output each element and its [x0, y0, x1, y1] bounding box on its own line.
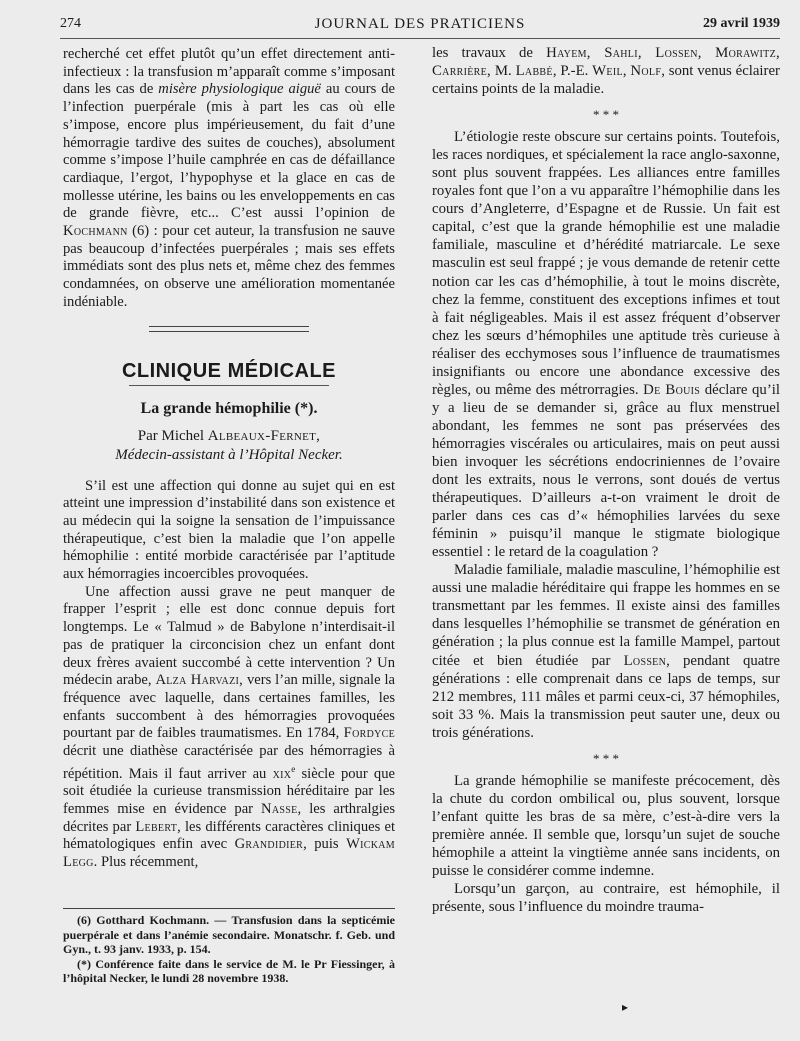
footnote-6: (6) Gotthard Kochmann. — Transfusion dans la septicémie puerpérale et dans l’anémie secondaire. Monatschr. f. Geb. und Gyn., t. 93 janv. 1933, p. 154. — [63, 913, 395, 956]
section-title-rule — [129, 385, 329, 386]
journal-title: JOURNAL DES PRATICIENS — [314, 16, 526, 32]
left-column — [63, 46, 395, 872]
article-author: Par Michel Albeaux-Fernet, — [137, 427, 321, 444]
body-paragraph: S’il est une affection qui donne au sujet qui en est atteint une impression d’instabilité dans son existence et au médecin qui la soigne la sensation de l’impuissance thérapeutique, c’est bien la maladie que l’on appelle hémophilie : entité morbide caractérisée par l’aptitude aux hémorragies incoercibles provoquées. — [63, 477, 395, 583]
body-paragraph: L’étiologie reste obscure sur certains points. Toutefois, les races nordiques, et spécialement la race anglo-saxonne, sont plus souvent frappées. Les alliances entre familles royales font que l’on a vu apparaître l’hémophilie dans les cours d’Angleterre, d’Espagne et de Russie. Un fait est capital, c’est que la grande hémophilie est une maladie familiale, masculine et d’hérédité matriarcale. Le sexe masculin est seul frappé ; je vous demande de retenir cette notion car les cas d’hémophilie, à tout le moins discrète, chez la femme, constituent des exceptions infimes et tout à fait négligeables. Mais il est assez fréquent d’observer chez les sœurs d’hémophiles une aptitude très curieuse à réaliser des ecchymoses sous l’influence de traumatismes insignifiants ou encore une abondance excessive des règles, ou même des métrorragies. De Bouis déclare qu’il y a lieu de se demander si, grâce au flux menstruel abondant, les femmes ne sont pas préservées des hémorragies viscérales ou articulaires, mais on peut aussi bien invoquer les sécrétions endocriniennes de l’ovaire dont les extraits, nous le verrons, sont doués de vertus thérapeutiques. D’ailleurs a-t-on vraiment le droit de parler dans ces cas d’« hémophilies larvées du sexe féminin » puisqu’il manque le stigmate biologique essentiel : le retard de la coagulation ? — [432, 129, 780, 561]
right-column — [432, 44, 780, 916]
issue-date: 29 avril 1939 — [703, 16, 780, 31]
footnote-star: (*) Conférence faite dans le service de M. le Pr Fiessinger, à l’hôpital Necker, le lundi 28 novembre 1938. — [63, 956, 395, 985]
body-paragraph: Lorsqu’un garçon, au contraire, est hémophile, il présente, sous l’influence du moindre trauma- — [432, 881, 780, 916]
intro-paragraph-right: les travaux de Hayem, Sahli, Lossen, Morawitz, Carrière, M. Labbé, P.-E. Weil, Nolf, sont venus éclairer certains points de la maladie. — [432, 45, 780, 98]
body-paragraph: Une affection aussi grave ne peut manquer de frapper l’esprit ; elle est donc connue depuis fort longtemps. Le « Talmud » de Babylone n’interdisait-il pas de pratiquer la circoncision chez un enfant dont deux frères avaient succombé à cette intervention ? Un médecin arabe, Alza Harvazi, vers l’an mille, signale la fréquence avec laquelle, dans certaines familles, les enfants succombent à des hémorragies provoquées pourtant par de faibles traumatismes. En 1784, Fordyce décrit une diathèse caractérisée par des hémorragies à répétition. Mais il faut arriver au xix$^e$ siècle pour que soit étudiée la curieuse transmission héréditaire par les femmes mise en évidence par Nasse, les arthralgies décrites par Lebert, les différents caractères cliniques et hématologiques enfin avec Grandidier, puis Wickam Legg. Plus récemment, — [63, 583, 396, 871]
footnotes — [63, 913, 395, 986]
section-separator — [149, 326, 309, 332]
article-title: La grande hémophilie (*). — [140, 399, 318, 417]
intro-paragraph: recherché cet effet plutôt qu’un effet directement anti-infectieux : la transfusion m’apparaît comme s’imposant dans les cas de misère physiologique aiguë au cours de l’infection puerpérale (mis à part les cas où elle s’impose, encore plus impérieusement, du fait d’une hémorragie tardive des suites de couches), absolument comme s’impose l’huile camphrée en cas de défaillance cardiaque, l’ergot, l’hypophyse et la glace en cas de mollesse utérine, les bains ou les enveloppements en cas de grande fièvre, etc... C’est aussi l’opinion de Kochmann (6) : pour cet auteur, la transfusion ne sauve pas beaucoup d’infectées puerpérales ; mais ses effets immédiats sont des plus nets et, même chez des femmes condamnées, on observe une amélioration momentanée indéniable. — [63, 46, 395, 310]
stray-mark: ▸ — [622, 1000, 629, 1014]
body-paragraph: Maladie familiale, maladie masculine, l’hémophilie est aussi une maladie héréditaire qui frappe les hommes en se transmettant par les femmes. Il existe ainsi des familles dans lesquelles l’hémophilie se transmet de génération en génération ; la plus connue est la famille Mampel, partout citée et bien étudiée par Lossen, pendant quatre générations : elle comprenait dans ce laps de temps, sur 212 membres, 111 mâles et parmi ceux-ci, 37 hémophiles, soit 33 %. Mais la transmission peut sauter une, deux ou trois générations. — [432, 562, 780, 741]
page-number: 274 — [60, 16, 81, 31]
asterism-separator: * * * — [593, 107, 619, 123]
footnote-rule — [63, 908, 395, 909]
author-role: Médecin-assistant à l’Hôpital Necker. — [115, 446, 343, 463]
asterism-separator: * * * — [593, 750, 619, 766]
section-title: CLINIQUE MÉDICALE — [121, 359, 337, 382]
header-rule — [60, 38, 780, 39]
body-paragraph: La grande hémophilie se manifeste précocement, dès la chute du cordon ombilical ou, plus souvent, lorsque l’enfant quitte les bras de sa mère, c’est-à-dire vers la première année. Il semble que, lorsqu’un sujet de souche hémophile a atteint la vingtième année sans incidents, on puisse le considérer comme indemne. — [432, 772, 780, 879]
page-header — [60, 14, 780, 38]
